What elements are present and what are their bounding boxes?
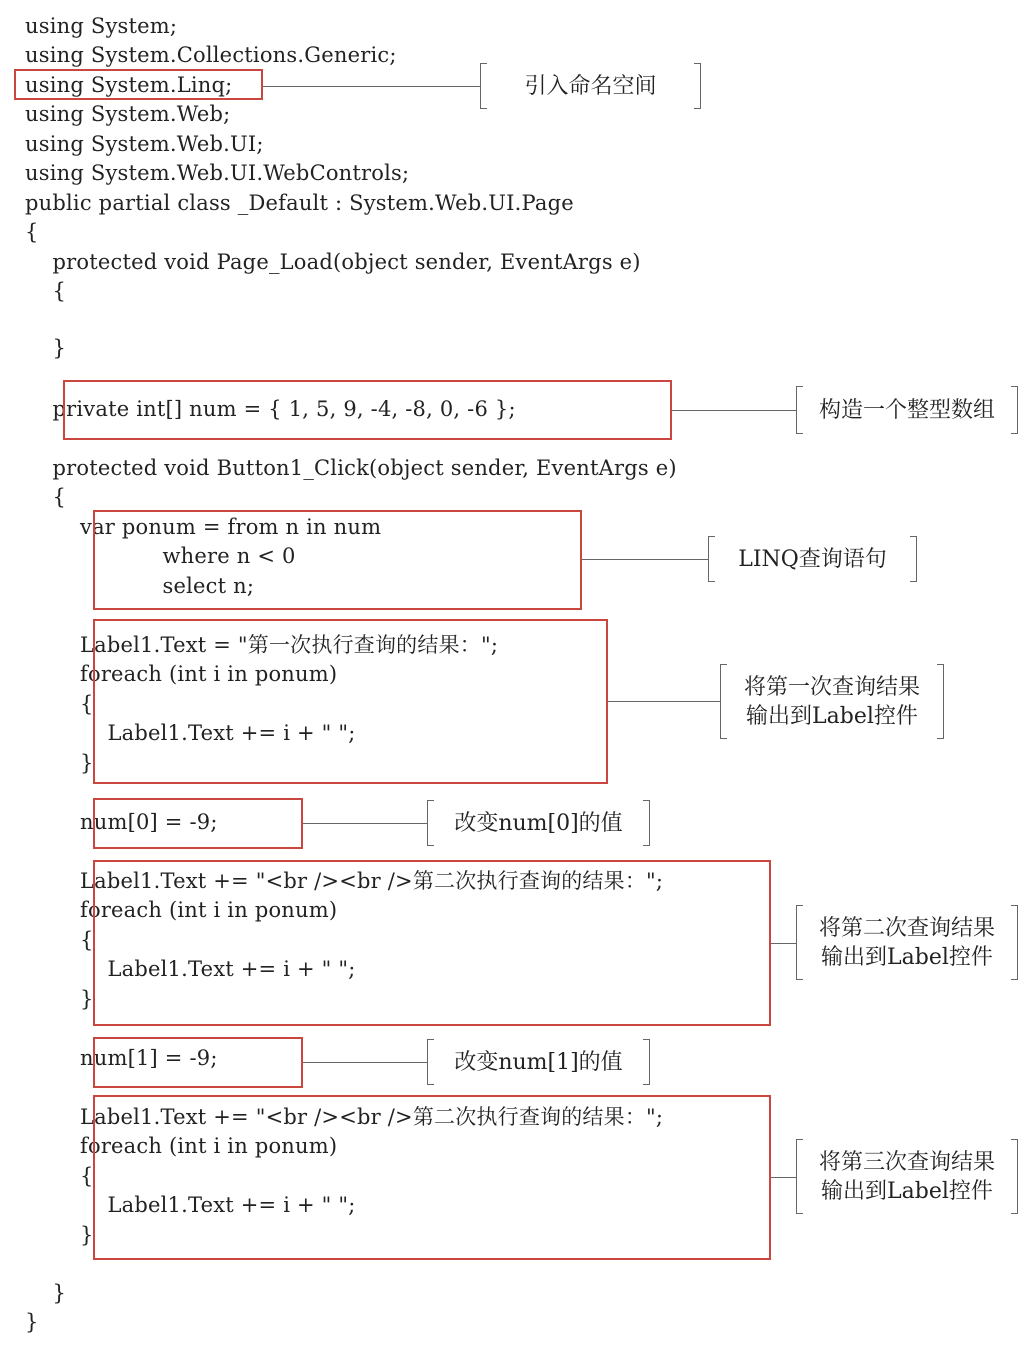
annotation-callout	[796, 905, 1018, 980]
code-line: num[0] = -9;	[25, 810, 218, 834]
connector-line	[672, 410, 796, 411]
code-line: Label1.Text = "第一次执行查询的结果：";	[25, 633, 499, 657]
annotation-callout	[708, 536, 917, 582]
connector-line	[263, 86, 480, 87]
connector-line	[303, 823, 427, 824]
annotation-callout	[796, 386, 1018, 434]
using-linq-highlight-box	[14, 69, 263, 100]
annotation-text: 改变num[0]的值	[454, 810, 623, 836]
code-line: {	[25, 1164, 94, 1188]
annotation-text: LINQ查询语句	[738, 546, 887, 572]
code-line: private int[] num = { 1, 5, 9, -4, -8, 0, -6 };	[25, 397, 516, 421]
second-output-highlight-box	[93, 860, 771, 1026]
annotation-text: 改变num[1]的值	[454, 1049, 623, 1075]
code-line: select n;	[25, 574, 255, 598]
annotation-text: 构造一个整型数组	[818, 397, 995, 423]
code-line: using System.Web;	[25, 102, 231, 126]
annotation-text: 引入命名空间	[524, 73, 657, 99]
code-line: }	[25, 1223, 94, 1247]
code-line: foreach (int i in ponum)	[25, 898, 338, 922]
code-line: Label1.Text += "<br /><br />第二次执行查询的结果：";	[25, 1105, 664, 1129]
code-line: }	[25, 751, 94, 775]
code-line: Label1.Text += i + " ";	[25, 957, 356, 981]
code-line: }	[25, 1281, 67, 1305]
code-line: }	[25, 336, 67, 360]
code-line: {	[25, 279, 67, 303]
code-line: using System;	[25, 14, 178, 38]
connector-line	[582, 559, 708, 560]
code-line: protected void Page_Load(object sender, EventArgs e)	[25, 250, 641, 274]
code-line: {	[25, 692, 94, 716]
code-line: using System.Linq;	[25, 73, 233, 97]
code-line: {	[25, 485, 67, 509]
code-line: using System.Web.UI.WebControls;	[25, 161, 410, 185]
code-line: {	[25, 220, 39, 244]
code-line: {	[25, 928, 94, 952]
linq-query-highlight-box	[93, 510, 582, 610]
code-line: var ponum = from n in num	[25, 515, 382, 539]
code-line: using System.Web.UI;	[25, 132, 264, 156]
code-line: foreach (int i in ponum)	[25, 1134, 338, 1158]
connector-line	[303, 1062, 427, 1063]
code-line: using System.Collections.Generic;	[25, 43, 397, 67]
code-line: Label1.Text += i + " ";	[25, 721, 356, 745]
connector-line	[771, 943, 796, 944]
array-declaration-highlight-box	[63, 380, 672, 440]
connector-line	[771, 1177, 796, 1178]
code-line: }	[25, 987, 94, 1011]
annotation-callout	[796, 1139, 1018, 1214]
code-line: }	[25, 1310, 39, 1334]
code-line: num[1] = -9;	[25, 1046, 218, 1070]
code-line: Label1.Text += "<br /><br />第二次执行查询的结果：";	[25, 869, 664, 893]
code-line: Label1.Text += i + " ";	[25, 1193, 356, 1217]
third-output-highlight-box	[93, 1095, 771, 1260]
annotation-text: 将第一次查询结果 输出到Label控件	[743, 674, 920, 729]
code-line: foreach (int i in ponum)	[25, 662, 338, 686]
annotation-callout	[427, 1039, 650, 1085]
change-num0-highlight-box	[93, 798, 303, 849]
annotation-callout	[427, 800, 650, 846]
code-line: public partial class _Default : System.Web.UI.Page	[25, 191, 574, 215]
annotation-callout	[480, 63, 701, 109]
change-num1-highlight-box	[93, 1037, 303, 1088]
connector-line	[608, 701, 720, 702]
first-output-highlight-box	[93, 619, 608, 784]
annotation-text: 将第二次查询结果 输出到Label控件	[818, 915, 995, 970]
annotation-callout	[720, 664, 944, 739]
code-line: protected void Button1_Click(object sender, EventArgs e)	[25, 456, 677, 480]
code-line: where n < 0	[25, 544, 296, 568]
annotation-text: 将第三次查询结果 输出到Label控件	[818, 1149, 995, 1204]
